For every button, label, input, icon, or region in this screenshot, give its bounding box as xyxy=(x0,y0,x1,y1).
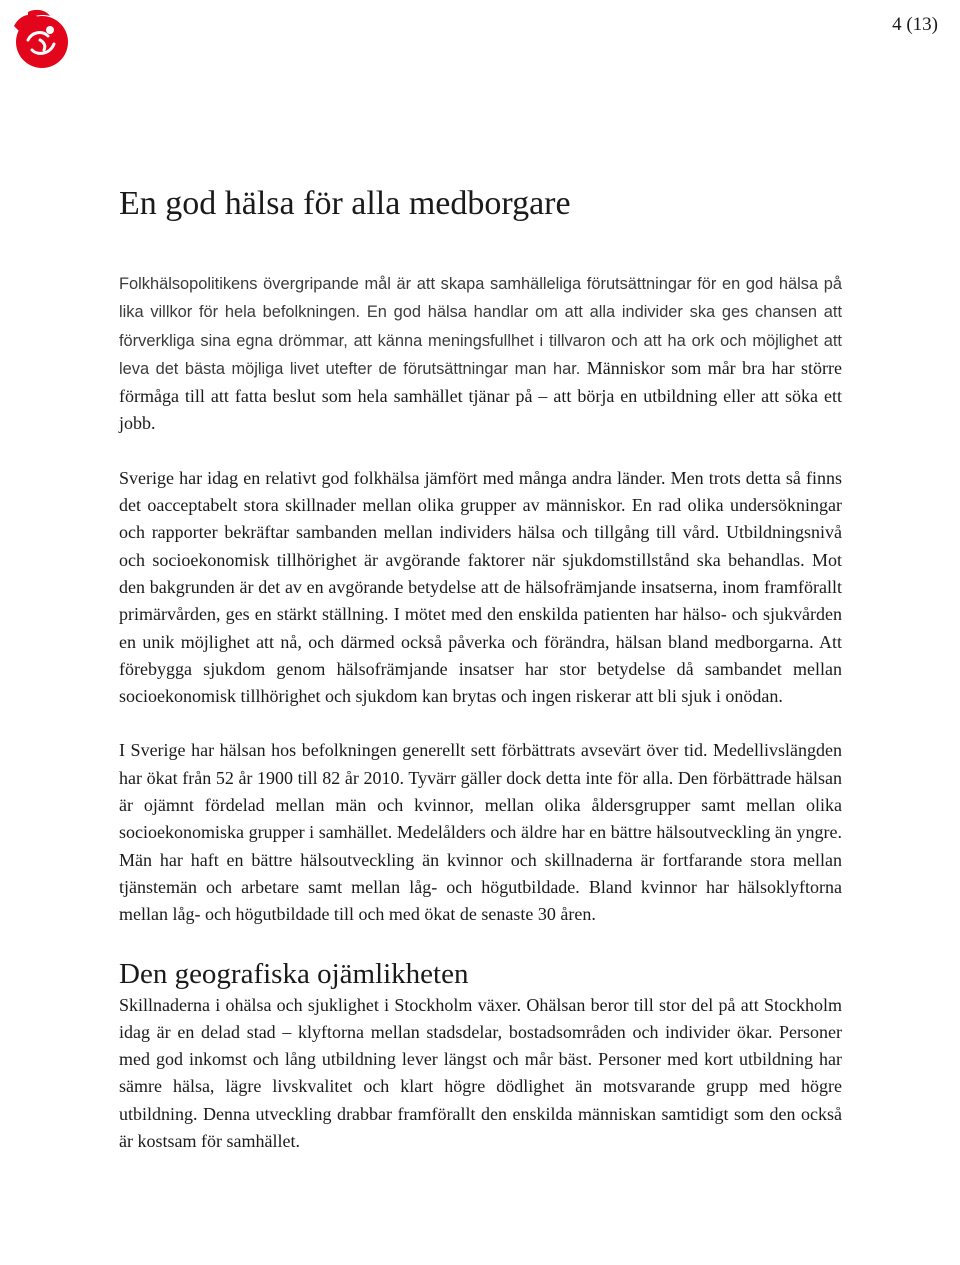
paragraph-intro-sans: Folkhälsopolitikens övergripande mål är att skapa samhälleliga förutsättningar för en god hälsa på lika villkor för hela befolkningen. En god hälsa handlar om att alla individer ska ges chansen att förverkliga sina egna drömmar, att känna meningsfullhet i tillvaron och att ha ork och möjlighet att leva det bästa möjliga livet utefter de förutsättningar man har. xyxy=(119,275,842,378)
paragraph-geografisk: Skillnaderna i ohälsa och sjuklighet i Stockholm växer. Ohälsan beror till stor del på att Stockholm idag är en delad stad – klyftorna mellan stadsdelar, bostadsområden och individer ökar. Personer med god inkomst och lång utbildning lever längst och mår bäst. Personer med kort utbildning har sämre hälsa, lägre livskvalitet och klart högre dödlighet än motsvarande grupp med högre utbildning. Denna utveckling drabbar framförallt den enskilda människan samtidigt som den också är kostsam för samhället. xyxy=(119,994,842,1152)
paragraph-medellivslangd: I Sverige har hälsan hos befolkningen generellt sett förbättrats avsevärt över tid. Medellivslängden har ökat från 52 år 1900 till 82 år 2010. Tyvärr gäller dock detta inte för alla. Den förbättrade hälsan är ojämnt fördelad mellan män och kvinnor, mellan olika åldersgrupper samt mellan olika socioekonomiska grupper i samhället. Medelålders och äldre har en bättre hälsoutveckling än yngre. Män har haft en bättre hälsoutveckling än kvinnor och skillnaderna är fortfarande stora mellan tjänstemän och arbetare samt mellan låg- och högutbildade. Bland kvinnor har hälsoklyftorna mellan låg- och högutbildade till och med ökat de senaste 30 åren. xyxy=(119,740,842,925)
section-title: Den geografiska ojämlikheten xyxy=(119,957,469,990)
paragraph-intro xyxy=(119,270,842,438)
document-body xyxy=(119,180,842,1155)
paragraph-intro-serif: Människor som mår bra har större förmåga till att fatta beslut som hela samhället tjänar på – att börja en utbildning eller att söka ett jobb. xyxy=(119,357,843,434)
page-number: 4 (13) xyxy=(892,14,938,35)
paragraph-folkhalsa: Sverige har idag en relativt god folkhälsa jämfört med många andra länder. Men trots detta så finns det oacceptabelt stora skillnader mellan olika grupper av människor. En rad olika undersökningar och rapporter bekräftar sambanden mellan individers hälsa och tillgång till vård. Utbildningsnivå och socioekonomisk tillhörighet är avgörande faktorer när sjukdomstillstånd ska behandlas. Mot den bakgrunden är det av en avgörande betydelse att de hälsofrämjande insatserna, inom framförallt primärvården, ges en stärkt ställning. I mötet med den enskilda patienten har hälso- och sjukvården en unik möjlighet att nå, och därmed också påverka och förändra, hälsan bland medborgarna. Att förebygga sjukdom genom hälsofrämjande insatser har stor betydelse då sambandet mellan socioekonomisk tillhörighet och sjukdom kan brytas och ingen riskerar att bli sjuk i onödan. xyxy=(119,467,842,707)
rose-logo-icon xyxy=(6,6,74,74)
document-title: En god hälsa för alla medborgare xyxy=(119,185,571,222)
